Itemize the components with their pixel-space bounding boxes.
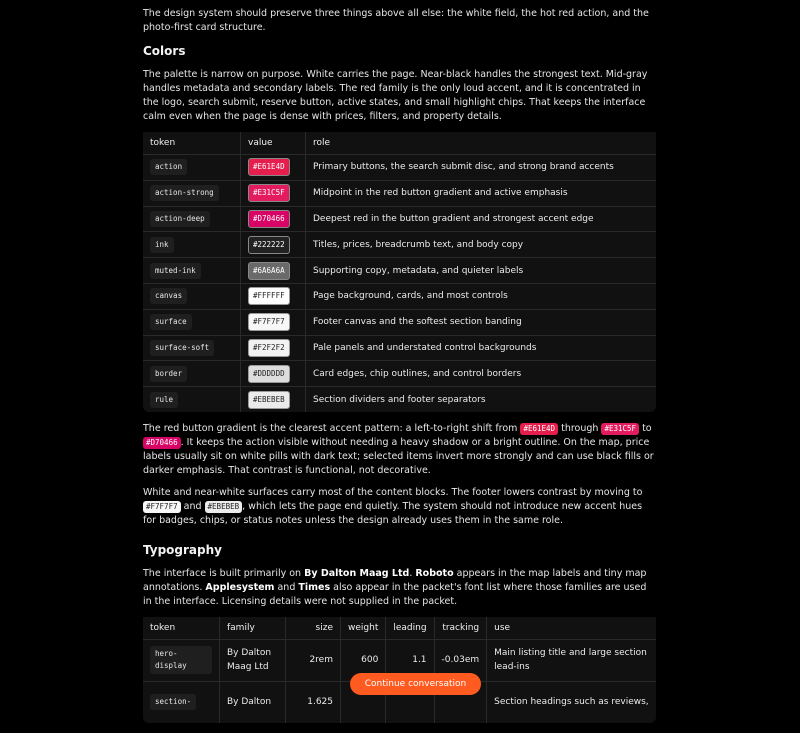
- token-code: border: [150, 366, 187, 382]
- value-cell: [240, 283, 305, 309]
- table-row: [143, 206, 656, 232]
- col-leading: leading: [385, 617, 433, 639]
- use-cell: Section headings such as reviews,: [486, 681, 656, 723]
- text: and: [180, 500, 205, 512]
- size-cell: 1.625: [285, 681, 340, 723]
- token-cell: [143, 360, 240, 386]
- text: The interface is built primarily on: [143, 567, 305, 579]
- token-code: muted-ink: [150, 263, 201, 279]
- text: . It keeps the action visible without needing a heavy shadow or a bright outline. On the map, price labels usually sit on white pills with dark text; selected items invert more strongly and can use black fills or darker emphasis. That contrast is functional, not decorative.: [143, 436, 654, 476]
- col-token: token: [143, 617, 219, 639]
- tracking-cell: -0.03em: [434, 639, 487, 681]
- table-row: [143, 257, 656, 283]
- color-chip-inline: #D70466: [143, 437, 181, 449]
- col-weight: weight: [340, 617, 385, 639]
- col-token: token: [143, 132, 240, 154]
- token-code: action: [150, 159, 187, 175]
- typography-heading: Typography: [143, 542, 222, 557]
- table-row: [143, 231, 656, 257]
- color-swatch-chip: #F2F2F2: [248, 339, 290, 357]
- text: , which lets the page end quietly. The system should not introduce new accent hues for badges, chips, or status notes unless the design already uses them in the same role.: [143, 500, 643, 526]
- value-cell: [240, 386, 305, 412]
- intro-paragraph: The design system should preserve three things above all else: the white field, the hot red action, and the photo-first card structure.: [143, 8, 649, 33]
- token-cell: [143, 639, 219, 681]
- family-cell: By Dalton Maag Ltd: [219, 639, 285, 681]
- value-cell: [240, 257, 305, 283]
- text: through: [558, 422, 602, 434]
- text: appears in the map labels and tiny map annotations.: [143, 567, 647, 593]
- token-cell: [143, 154, 240, 180]
- colors-heading: Colors: [143, 44, 186, 58]
- surface-paragraph: [143, 486, 656, 528]
- token-cell: [143, 257, 240, 283]
- family-cell: By Dalton: [219, 681, 285, 723]
- table-row: [143, 386, 656, 412]
- value-cell: [240, 360, 305, 386]
- role-cell: Primary buttons, the search submit disc, and strong brand accents: [305, 154, 656, 180]
- gradient-paragraph: [143, 422, 656, 478]
- colors-paragraph: The palette is narrow on purpose. White carries the page. Near-black handles the strongest text. Mid-gray handles metadata and secondary labels. The red family is the only loud accent, and it is concentrated in the logo, search submit, reserve button, active states, and small highlight chips. That keeps the interface calm even when the page is dense with prices, filters, and property details.: [143, 69, 648, 122]
- token-code: section-: [150, 694, 196, 710]
- token-cell: [143, 180, 240, 206]
- col-tracking: tracking: [434, 617, 487, 639]
- color-swatch-chip: #EBEBEB: [248, 391, 290, 409]
- role-cell: Deepest red in the button gradient and strongest accent edge: [305, 206, 656, 232]
- table-row: [143, 283, 656, 309]
- text: and: [274, 581, 299, 593]
- typography-table: [143, 617, 656, 723]
- font-name: Roboto: [415, 567, 454, 579]
- value-cell: [240, 154, 305, 180]
- color-swatch-chip: #FFFFFF: [248, 287, 290, 305]
- col-size: size: [285, 617, 340, 639]
- color-chip-inline: #E31C5F: [601, 423, 639, 435]
- text: White and near-white surfaces carry most of the content blocks. The footer lowers contrast by moving to: [143, 486, 643, 498]
- table-row: [143, 309, 656, 335]
- color-swatch-chip: #D70466: [248, 210, 290, 228]
- color-chip-inline: #F7F7F7: [143, 501, 181, 513]
- token-cell: [143, 681, 219, 723]
- color-chip-inline: #EBEBEB: [205, 501, 243, 513]
- col-family: family: [219, 617, 285, 639]
- table-row: [143, 360, 656, 386]
- font-name: Applesystem: [205, 581, 275, 593]
- value-cell: [240, 180, 305, 206]
- color-chip-inline: #E61E4D: [520, 423, 558, 435]
- text: to: [639, 422, 652, 434]
- text: also appear in the packet's font list where those families are used in the interface. Licensing details were not supplied in the packet.: [143, 581, 647, 607]
- weight-cell: 600: [340, 639, 385, 681]
- size-cell: 2rem: [285, 639, 340, 681]
- role-cell: Section dividers and footer separators: [305, 386, 656, 412]
- leading-cell: 1.1: [385, 639, 433, 681]
- document-body: [143, 7, 656, 733]
- text: .: [409, 567, 416, 579]
- token-code: ink: [150, 237, 174, 253]
- col-value: value: [240, 132, 305, 154]
- token-code: hero-display: [150, 646, 212, 674]
- token-code: canvas: [150, 288, 187, 304]
- use-cell: Main listing title and large section lead-ins: [486, 639, 656, 681]
- role-cell: Titles, prices, breadcrumb text, and body copy: [305, 231, 656, 257]
- color-swatch-chip: #DDDDDD: [248, 365, 290, 383]
- value-cell: [240, 335, 305, 361]
- role-cell: Card edges, chip outlines, and control borders: [305, 360, 656, 386]
- token-code: surface-soft: [150, 340, 214, 356]
- color-swatch-chip: #E61E4D: [248, 158, 290, 176]
- table-row: [143, 154, 656, 180]
- value-cell: [240, 231, 305, 257]
- font-name: By Dalton Maag Ltd: [304, 567, 410, 579]
- table-row: [143, 335, 656, 361]
- value-cell: [240, 309, 305, 335]
- role-cell: Footer canvas and the softest section banding: [305, 309, 656, 335]
- token-cell: [143, 335, 240, 361]
- token-code: action-deep: [150, 211, 210, 227]
- table-row: [143, 180, 656, 206]
- typography-paragraph: [143, 567, 656, 609]
- continue-conversation-button[interactable]: Continue conversation: [350, 673, 481, 695]
- token-cell: [143, 283, 240, 309]
- role-cell: Supporting copy, metadata, and quieter labels: [305, 257, 656, 283]
- token-code: action-strong: [150, 185, 219, 201]
- token-code: surface: [150, 314, 192, 330]
- token-cell: [143, 231, 240, 257]
- color-swatch-chip: #F7F7F7: [248, 313, 290, 331]
- token-cell: [143, 206, 240, 232]
- color-swatch-chip: #6A6A6A: [248, 262, 290, 280]
- token-code: rule: [150, 392, 178, 408]
- role-cell: Page background, cards, and most controls: [305, 283, 656, 309]
- role-cell: Pale panels and understated control backgrounds: [305, 335, 656, 361]
- col-use: use: [486, 617, 656, 639]
- font-name: Times: [298, 581, 331, 593]
- color-token-table: [143, 132, 656, 412]
- color-swatch-chip: #E31C5F: [248, 184, 290, 202]
- value-cell: [240, 206, 305, 232]
- text: The red button gradient is the clearest accent pattern: a left-to-right shift from: [143, 422, 521, 434]
- col-role: role: [305, 132, 656, 154]
- token-cell: [143, 386, 240, 412]
- token-cell: [143, 309, 240, 335]
- color-swatch-chip: #222222: [248, 236, 290, 254]
- role-cell: Midpoint in the red button gradient and active emphasis: [305, 180, 656, 206]
